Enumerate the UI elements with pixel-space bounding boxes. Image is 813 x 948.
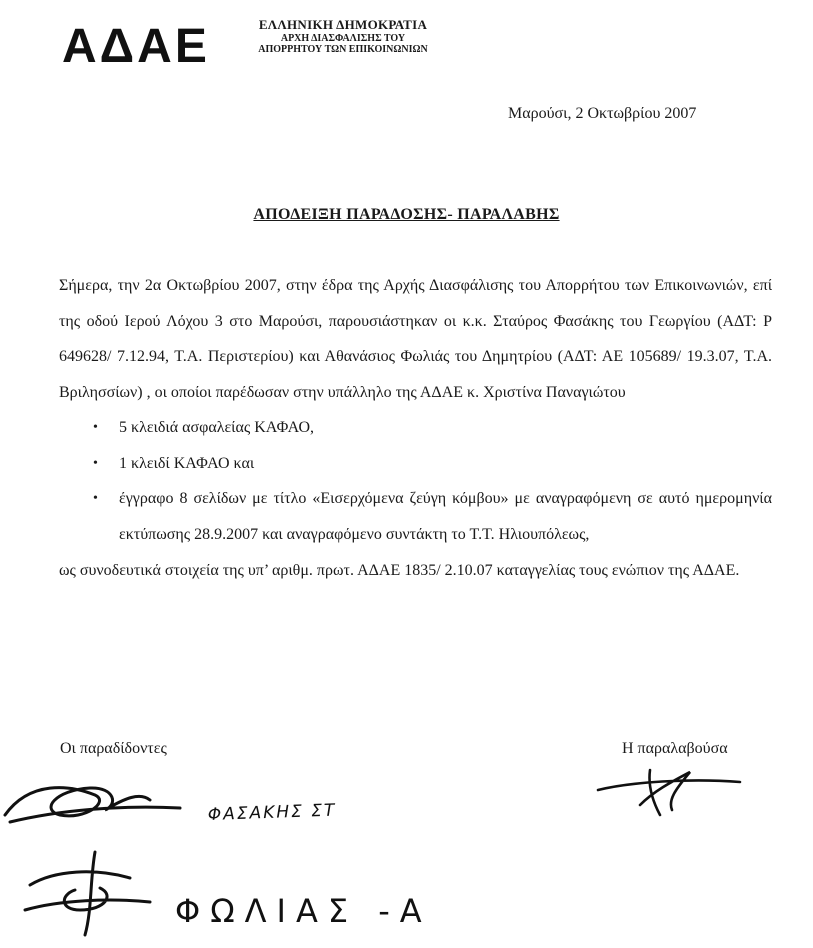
- bullet-icon: •: [93, 455, 98, 471]
- document-date: Μαρούσι, 2 Οκτωβρίου 2007: [508, 105, 697, 122]
- org-line-2: ΑΡΧΗ ΔΙΑΣΦΑΛΙΣΗΣ ΤΟΥ: [280, 32, 406, 44]
- org-name: ΕΛΛΗΝΙΚΗ ΔΗΜΟΚΡΑΤΙΑ: [258, 17, 428, 32]
- signature-2-icon: [25, 852, 150, 935]
- list-item-text: 5 κλειδιά ασφαλείας ΚΑΦΑΟ,: [119, 419, 315, 436]
- document-body: [59, 268, 772, 587]
- logo-text: ΑΔΑΕ: [62, 20, 210, 70]
- list-item: [59, 481, 772, 552]
- document-title: ΑΠΟΔΕΙΞΗ ΠΑΡΑΔΟΣΗΣ- ΠΑΡΑΛΑΒΗΣ: [253, 206, 560, 223]
- letterhead: [60, 14, 440, 74]
- handwritten-name-1: ΦΑΣΑΚΗΣ ΣΤ: [207, 800, 337, 825]
- deliverers-label: Οι παραδίδοντες: [60, 740, 167, 757]
- org-line-3: ΑΠΟΡΡΗΤΟΥ ΤΩΝ ΕΠΙΚΟΙΝΩΝΙΩΝ: [258, 44, 428, 56]
- list-item-text: έγγραφο 8 σελίδων με τίτλο «Εισερχόμενα ζεύγη κόμβου» με αναγραφόμενη σε αυτό ημερομηνία εκτύπωσης 28.9.2007 και αναγραφόμενο συντάκτη το Τ.Τ. Ηλιουπόλεως,: [119, 490, 772, 543]
- bullet-icon: •: [93, 420, 98, 435]
- list-item: [59, 410, 772, 446]
- signatures-area: [0, 760, 813, 948]
- signature-3-icon: [598, 770, 740, 815]
- recipient-label: Η παραλαβούσα: [622, 740, 728, 757]
- intro-paragraph: Σήμερα, την 2α Οκτωβρίου 2007, στην έδρα της Αρχής Διασφάλισης του Απορρήτου των Επικοινωνιών, επί της οδού Ιερού Λόχου 3 στο Μαρούσι, παρουσιάστηκαν οι κ.κ. Σταύρος Φασάκης του Γεωργίου (ΑΔΤ: Ρ 649628/ 7.12.94, Τ.Α. Περιστερίου) και Αθανάσιος Φωλιάς του Δημητρίου (ΑΔΤ: ΑΕ 105689/ 19.3.07, Τ.Α. Βριλησσίων) , οι οποίοι παρέδωσαν στην υπάλληλο της ΑΔΑΕ κ. Χριστίνα Παναγιώτου: [59, 277, 772, 401]
- signature-1-icon: [5, 788, 180, 822]
- list-item-text: 1 κλειδί ΚΑΦΑΟ και: [119, 454, 255, 472]
- handwritten-name-2: ΦΩΛΙΑΣ -Α: [175, 892, 432, 930]
- items-list: [59, 410, 772, 552]
- org-name-block: [248, 18, 438, 56]
- adae-logo: [60, 20, 240, 70]
- list-item: [59, 446, 772, 482]
- bullet-icon: •: [93, 491, 98, 506]
- closing-paragraph: ως συνοδευτικά στοιχεία της υπ’ αριθμ. πρωτ. ΑΔΑΕ 1835/ 2.10.07 καταγγελίας τους ενώπιον της ΑΔΑΕ.: [59, 562, 740, 579]
